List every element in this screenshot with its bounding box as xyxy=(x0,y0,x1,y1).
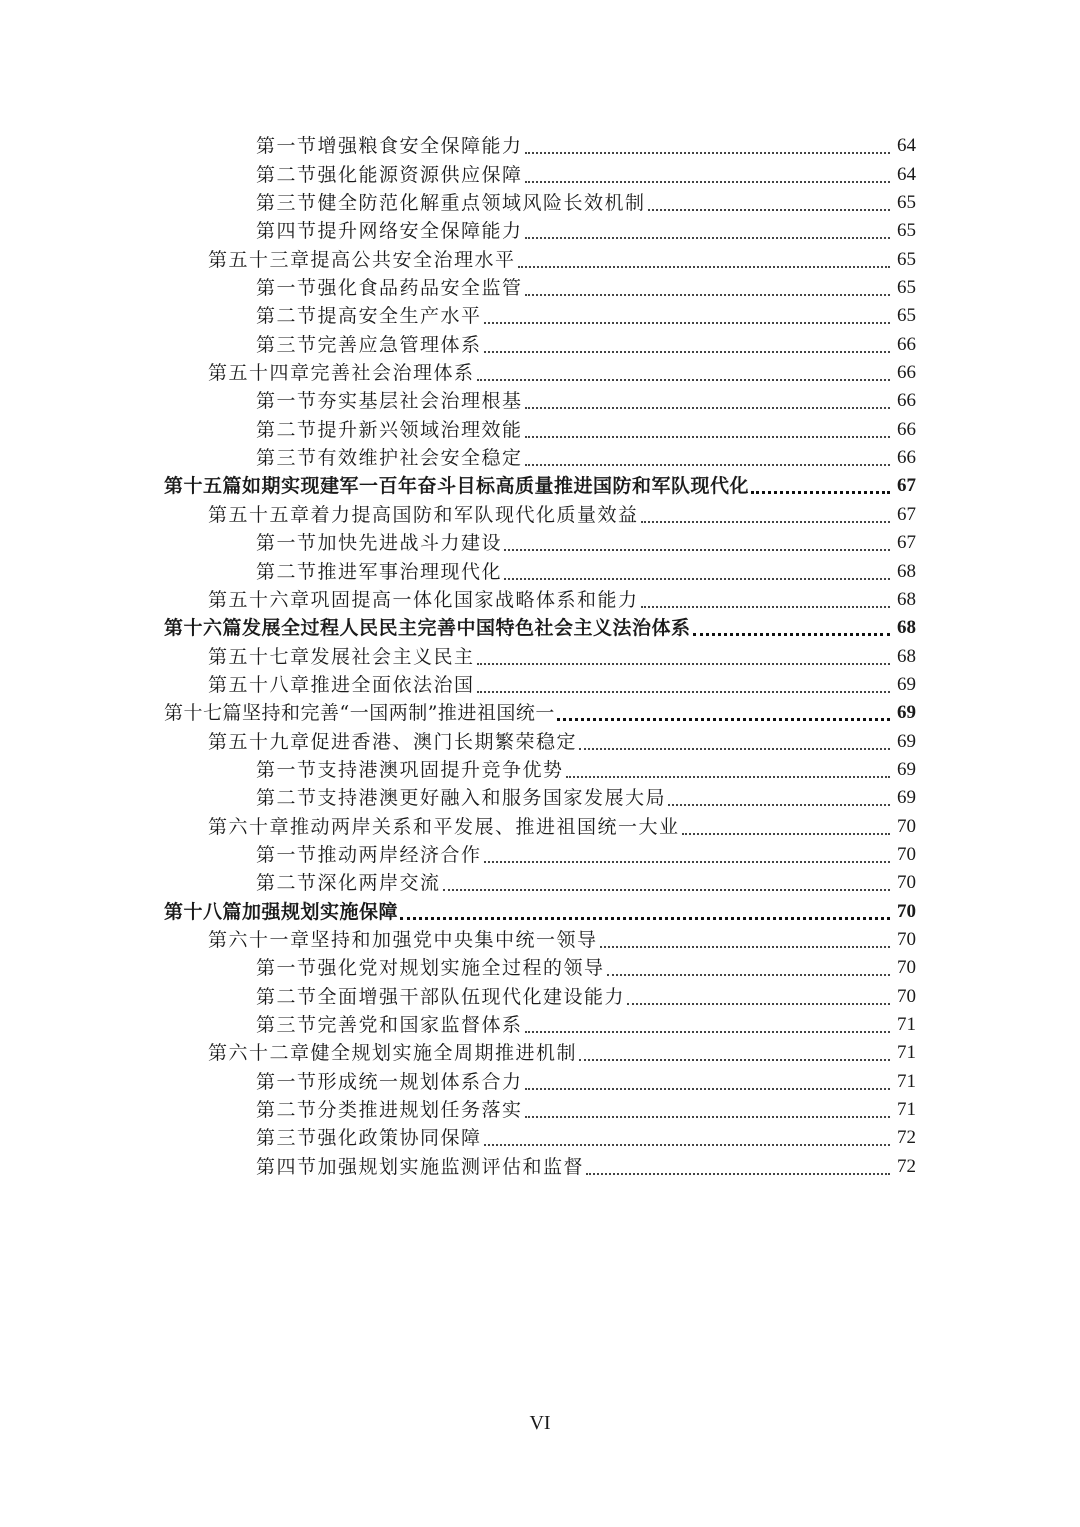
toc-entry-title: 第四节加强规划实施监测评估和监督 xyxy=(256,1155,585,1178)
toc-page-number: 65 xyxy=(897,220,916,242)
toc-entry-title: 第六十章推动两岸关系和平发展、推进祖国统一大业 xyxy=(208,815,680,838)
toc-entry-title: 第二节深化两岸交流 xyxy=(256,872,441,895)
toc-section-entry xyxy=(0,158,1080,186)
toc-page-number: 68 xyxy=(897,560,916,582)
toc-page-number: 70 xyxy=(897,815,916,837)
toc-section-entry xyxy=(0,300,1080,328)
toc-dot-leader xyxy=(525,1096,890,1118)
toc-page-number: 70 xyxy=(897,957,916,979)
toc-entry-title: 第六十一章坚持和加强党中央集中统一领导 xyxy=(208,928,598,951)
toc-page-number: 71 xyxy=(897,1042,916,1064)
toc-entry-title: 第五十四章完善社会治理体系 xyxy=(208,362,475,385)
toc-chapter-entry xyxy=(0,810,1080,838)
toc-entry-title: 第二节推进军事治理现代化 xyxy=(256,560,503,583)
toc-page-number: 71 xyxy=(897,1099,916,1121)
toc-entry-title: 第二节支持港澳更好融入和服务国家发展大局 xyxy=(256,787,667,810)
toc-page-number: 68 xyxy=(897,588,916,610)
toc-page-number: 66 xyxy=(897,418,916,440)
toc-entry-title: 第二节全面增强干部队伍现代化建设能力 xyxy=(256,985,626,1008)
toc-entry-title: 第六十二章健全规划实施全周期推进机制 xyxy=(208,1042,578,1065)
toc-part-entry xyxy=(0,612,1080,640)
toc-page-number: 67 xyxy=(897,503,916,525)
toc-page-number: 72 xyxy=(897,1155,916,1177)
toc-page-number: 66 xyxy=(897,447,916,469)
toc-dot-leader xyxy=(525,274,890,296)
toc-entry-title: 第一节强化党对规划实施全过程的领导 xyxy=(256,957,605,980)
toc-dot-leader xyxy=(484,1124,890,1146)
toc-entry-title: 第十五篇如期实现建军一百年奋斗目标高质量推进国防和军队现代化 xyxy=(164,475,750,498)
toc-part-entry xyxy=(0,470,1080,498)
toc-page-number: 65 xyxy=(897,248,916,270)
toc-dot-leader xyxy=(641,501,890,523)
toc-dot-leader xyxy=(484,841,890,863)
toc-entry-title: 第一节加快先进战斗力建设 xyxy=(256,532,503,555)
toc-page-number: 71 xyxy=(897,1014,916,1035)
toc-dot-leader xyxy=(566,756,890,778)
toc-section-entry xyxy=(0,1094,1080,1122)
toc-section-entry xyxy=(0,754,1080,782)
toc-entry-title: 第三节强化政策协同保障 xyxy=(256,1127,482,1150)
toc-chapter-entry xyxy=(0,584,1080,612)
toc-entry-title: 第二节分类推进规划任务落实 xyxy=(256,1099,523,1122)
toc-section-entry xyxy=(0,952,1080,980)
toc-dot-leader xyxy=(504,529,890,551)
toc-entry-title: 第一节强化食品药品安全监管 xyxy=(256,277,523,300)
toc-section-entry xyxy=(0,328,1080,356)
toc-page-number: 69 xyxy=(897,730,916,752)
toc-part-entry xyxy=(0,697,1080,725)
toc-dot-leader xyxy=(477,643,890,665)
toc-dot-leader xyxy=(525,132,890,154)
toc-entry-title: 第五十六章巩固提高一体化国家战略体系和能力 xyxy=(208,588,639,611)
toc-section-entry xyxy=(0,1009,1080,1037)
toc-chapter-entry xyxy=(0,669,1080,697)
toc-dot-leader xyxy=(518,246,890,268)
toc-page-number: 65 xyxy=(897,277,916,299)
toc-section-entry xyxy=(0,867,1080,895)
toc-page-number: 72 xyxy=(897,1127,916,1149)
toc-dot-leader xyxy=(525,1011,890,1033)
toc-page-number: 68 xyxy=(897,645,916,667)
toc-section-entry xyxy=(0,1122,1080,1150)
toc-entry-title: 第十八篇加强规划实施保障 xyxy=(164,900,399,923)
toc-page-number: 66 xyxy=(897,362,916,384)
toc-entry-title: 第十六篇发展全过程人民民主完善中国特色社会主义法治体系 xyxy=(164,617,691,640)
toc-entry-title: 第二节提高安全生产水平 xyxy=(256,305,482,328)
toc-section-entry xyxy=(0,782,1080,810)
toc-dot-leader xyxy=(607,954,890,976)
toc-section-entry xyxy=(0,272,1080,300)
toc-entry-title: 第五十八章推进全面依法治国 xyxy=(208,673,475,696)
toc-page-number: 69 xyxy=(897,702,916,724)
toc-entry-title: 第十七篇坚持和完善“一国两制”推进祖国统一 xyxy=(164,702,555,725)
toc-dot-leader xyxy=(525,161,890,183)
toc-dot-leader xyxy=(682,813,890,835)
toc-entry-title: 第五十九章促进香港、澳门长期繁荣稳定 xyxy=(208,730,578,753)
toc-page-number: 70 xyxy=(897,843,916,865)
toc-entry-title: 第五十五章着力提高国防和军队现代化质量效益 xyxy=(208,503,639,526)
toc-page-number: 68 xyxy=(897,617,916,639)
toc-entry-title: 第一节推动两岸经济合作 xyxy=(256,843,482,866)
toc-part-entry xyxy=(0,895,1080,923)
toc-dot-leader xyxy=(668,784,890,806)
toc-entry-title: 第二节提升新兴领域治理效能 xyxy=(256,418,523,441)
toc-dot-leader xyxy=(477,359,890,381)
toc-section-entry xyxy=(0,442,1080,470)
toc-page-number: 67 xyxy=(897,532,916,554)
toc-page-number: 64 xyxy=(897,135,916,157)
toc-entry-title: 第五十三章提高公共安全治理水平 xyxy=(208,248,516,271)
toc-page-number: 65 xyxy=(897,192,916,214)
toc-dot-leader xyxy=(751,471,890,494)
toc-dot-leader xyxy=(525,387,890,409)
toc-chapter-entry xyxy=(0,640,1080,668)
toc-section-entry xyxy=(0,980,1080,1008)
toc-page-number: 69 xyxy=(897,758,916,780)
toc-entry-title: 第一节增强粮食安全保障能力 xyxy=(256,135,523,158)
toc-dot-leader xyxy=(693,613,890,636)
toc-section-entry xyxy=(0,1150,1080,1178)
toc-page-number: 66 xyxy=(897,390,916,412)
toc-section-entry xyxy=(0,1065,1080,1093)
toc-dot-leader xyxy=(586,1153,890,1175)
toc-page-number: 70 xyxy=(897,872,916,894)
toc-dot-leader xyxy=(525,217,890,239)
toc-page-number: 65 xyxy=(897,305,916,327)
table-of-contents xyxy=(0,130,1080,1179)
toc-dot-leader xyxy=(525,444,890,466)
toc-section-entry xyxy=(0,839,1080,867)
toc-page-number: 70 xyxy=(897,900,916,922)
toc-entry-title: 第一节支持港澳巩固提升竞争优势 xyxy=(256,758,564,781)
toc-chapter-entry xyxy=(0,498,1080,526)
toc-section-entry xyxy=(0,555,1080,583)
toc-entry-title: 第三节健全防范化解重点领域风险长效机制 xyxy=(256,192,646,215)
toc-page-number: 69 xyxy=(897,787,916,809)
toc-dot-leader xyxy=(484,302,890,324)
toc-dot-leader xyxy=(504,558,890,580)
toc-section-entry xyxy=(0,130,1080,158)
toc-section-entry xyxy=(0,385,1080,413)
toc-page-number: 69 xyxy=(897,673,916,695)
toc-entry-title: 第三节完善应急管理体系 xyxy=(256,333,482,356)
toc-entry-title: 第四节提升网络安全保障能力 xyxy=(256,220,523,243)
toc-dot-leader xyxy=(579,728,890,750)
toc-dot-leader xyxy=(525,1068,890,1090)
toc-page-number: 70 xyxy=(897,928,916,950)
toc-dot-leader xyxy=(525,416,890,438)
toc-page-number: 70 xyxy=(897,985,916,1007)
toc-entry-title: 第一节夯实基层社会治理根基 xyxy=(256,390,523,413)
toc-dot-leader xyxy=(400,897,890,920)
toc-dot-leader xyxy=(648,189,890,211)
toc-dot-leader xyxy=(484,331,890,353)
toc-dot-leader xyxy=(557,698,890,721)
toc-chapter-entry xyxy=(0,924,1080,952)
toc-section-entry xyxy=(0,527,1080,555)
page-number: VI xyxy=(529,1412,551,1434)
toc-dot-leader xyxy=(641,586,890,608)
toc-dot-leader xyxy=(600,926,890,948)
toc-dot-leader xyxy=(627,983,890,1005)
toc-chapter-entry xyxy=(0,243,1080,271)
toc-section-entry xyxy=(0,413,1080,441)
toc-dot-leader xyxy=(579,1039,890,1061)
toc-entry-title: 第三节有效维护社会安全稳定 xyxy=(256,447,523,470)
toc-chapter-entry xyxy=(0,357,1080,385)
toc-entry-title: 第五十七章发展社会主义民主 xyxy=(208,645,475,668)
toc-page-number: 67 xyxy=(897,475,916,497)
toc-dot-leader xyxy=(443,869,890,891)
toc-section-entry xyxy=(0,215,1080,243)
toc-entry-title: 第一节形成统一规划体系合力 xyxy=(256,1070,523,1093)
toc-page-number: 71 xyxy=(897,1070,916,1092)
toc-page-number: 66 xyxy=(897,333,916,355)
toc-chapter-entry xyxy=(0,1037,1080,1065)
toc-entry-title: 第二节强化能源资源供应保障 xyxy=(256,163,523,186)
toc-dot-leader xyxy=(477,671,890,693)
toc-section-entry xyxy=(0,187,1080,215)
toc-page-number: 64 xyxy=(897,163,916,185)
toc-entry-title: 第三节完善党和国家监督体系 xyxy=(256,1014,523,1036)
toc-chapter-entry xyxy=(0,725,1080,753)
